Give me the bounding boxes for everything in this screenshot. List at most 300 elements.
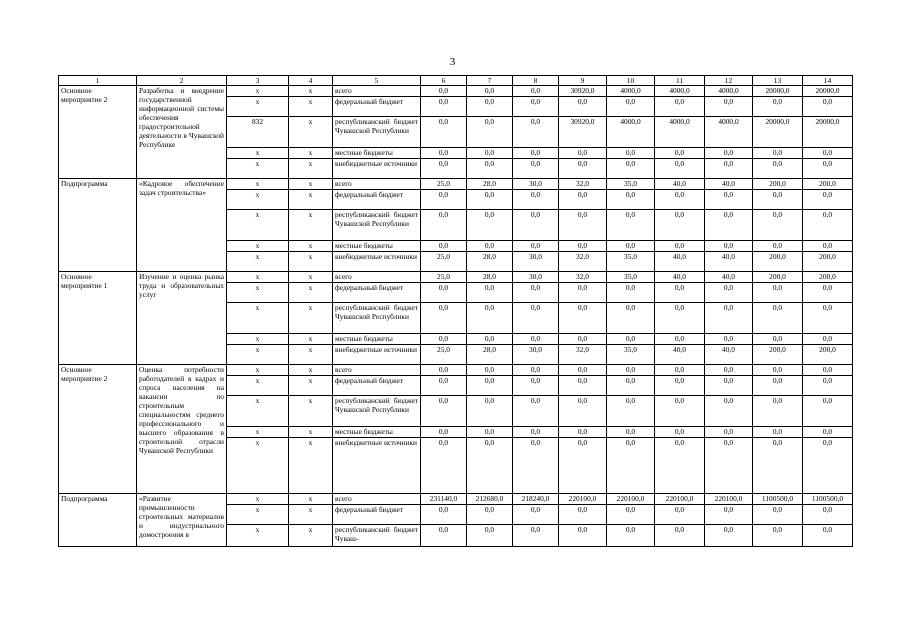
value-cell: 32,0 bbox=[559, 345, 607, 365]
value-cell: 4000,0 bbox=[607, 117, 655, 148]
value-cell: 0,0 bbox=[803, 427, 853, 438]
code-cell: x bbox=[289, 396, 333, 427]
table-row bbox=[59, 365, 853, 376]
value-cell: 30,0 bbox=[513, 179, 559, 190]
code-cell: x bbox=[289, 438, 333, 494]
value-cell: 0,0 bbox=[513, 148, 559, 159]
value-cell: 0,0 bbox=[513, 159, 559, 179]
column-header: 12 bbox=[705, 76, 753, 86]
value-cell: 0,0 bbox=[705, 190, 753, 210]
value-cell: 0,0 bbox=[421, 438, 467, 494]
value-cell: 220100,0 bbox=[607, 494, 655, 505]
value-cell: 0,0 bbox=[753, 241, 803, 252]
value-cell: 0,0 bbox=[607, 365, 655, 376]
executor-cell: x bbox=[227, 86, 289, 97]
funding-source-cell: республиканский бюджет Чувашской Республики bbox=[333, 117, 421, 148]
value-cell: 0,0 bbox=[607, 283, 655, 303]
code-cell: x bbox=[289, 376, 333, 396]
column-header: 9 bbox=[559, 76, 607, 86]
column-header: 1 bbox=[59, 76, 137, 86]
value-cell: 0,0 bbox=[513, 334, 559, 345]
value-cell: 0,0 bbox=[655, 303, 705, 334]
value-cell: 0,0 bbox=[559, 303, 607, 334]
value-cell: 0,0 bbox=[421, 190, 467, 210]
value-cell: 0,0 bbox=[513, 396, 559, 427]
value-cell: 4000,0 bbox=[655, 117, 705, 148]
value-cell: 25,0 bbox=[421, 345, 467, 365]
value-cell: 0,0 bbox=[803, 159, 853, 179]
value-cell: 0,0 bbox=[803, 210, 853, 241]
code-cell: x bbox=[289, 210, 333, 241]
value-cell: 0,0 bbox=[753, 376, 803, 396]
column-header: 10 bbox=[607, 76, 655, 86]
value-cell: 0,0 bbox=[607, 190, 655, 210]
value-cell: 0,0 bbox=[803, 334, 853, 345]
value-cell: 35,0 bbox=[607, 252, 655, 272]
value-cell: 0,0 bbox=[607, 376, 655, 396]
value-cell: 0,0 bbox=[607, 334, 655, 345]
value-cell: 0,0 bbox=[803, 303, 853, 334]
value-cell: 4000,0 bbox=[607, 86, 655, 97]
executor-cell: x bbox=[227, 334, 289, 345]
value-cell: 0,0 bbox=[705, 505, 753, 525]
value-cell: 0,0 bbox=[513, 427, 559, 438]
code-cell: x bbox=[289, 365, 333, 376]
executor-cell: x bbox=[227, 505, 289, 525]
value-cell: 20000,0 bbox=[753, 117, 803, 148]
value-cell: 0,0 bbox=[705, 365, 753, 376]
value-cell: 0,0 bbox=[467, 241, 513, 252]
value-cell: 32,0 bbox=[559, 252, 607, 272]
value-cell: 0,0 bbox=[753, 525, 803, 547]
column-header: 14 bbox=[803, 76, 853, 86]
value-cell: 0,0 bbox=[705, 148, 753, 159]
value-cell: 0,0 bbox=[655, 365, 705, 376]
funding-source-cell: местные бюджеты bbox=[333, 148, 421, 159]
value-cell: 0,0 bbox=[421, 334, 467, 345]
code-cell: x bbox=[289, 241, 333, 252]
value-cell: 4000,0 bbox=[655, 86, 705, 97]
value-cell: 0,0 bbox=[421, 283, 467, 303]
value-cell: 0,0 bbox=[655, 190, 705, 210]
value-cell: 0,0 bbox=[803, 376, 853, 396]
value-cell: 0,0 bbox=[559, 283, 607, 303]
code-cell: x bbox=[289, 252, 333, 272]
value-cell: 0,0 bbox=[753, 334, 803, 345]
code-cell: x bbox=[289, 303, 333, 334]
executor-cell: x bbox=[227, 241, 289, 252]
value-cell: 200,0 bbox=[803, 179, 853, 190]
budget-table bbox=[58, 75, 853, 547]
value-cell: 4000,0 bbox=[705, 86, 753, 97]
executor-cell: x bbox=[227, 396, 289, 427]
value-cell: 0,0 bbox=[467, 396, 513, 427]
value-cell: 0,0 bbox=[513, 525, 559, 547]
value-cell: 0,0 bbox=[655, 210, 705, 241]
value-cell: 20000,0 bbox=[803, 86, 853, 97]
column-header: 13 bbox=[753, 76, 803, 86]
value-cell: 0,0 bbox=[513, 283, 559, 303]
value-cell: 0,0 bbox=[421, 303, 467, 334]
executor-cell: x bbox=[227, 210, 289, 241]
value-cell: 0,0 bbox=[421, 505, 467, 525]
value-cell: 0,0 bbox=[753, 159, 803, 179]
executor-cell: x bbox=[227, 345, 289, 365]
column-header: 5 bbox=[333, 76, 421, 86]
funding-source-cell: внебюджетные источники bbox=[333, 438, 421, 494]
column-header: 8 bbox=[513, 76, 559, 86]
value-cell: 0,0 bbox=[753, 427, 803, 438]
funding-source-cell: федеральный бюджет bbox=[333, 283, 421, 303]
funding-source-cell: федеральный бюджет bbox=[333, 376, 421, 396]
value-cell: 220100,0 bbox=[705, 494, 753, 505]
value-cell: 0,0 bbox=[467, 438, 513, 494]
value-cell: 200,0 bbox=[803, 345, 853, 365]
value-cell: 0,0 bbox=[467, 334, 513, 345]
value-cell: 0,0 bbox=[513, 117, 559, 148]
row-group-title: Оценка потребности работодателей в кадрах и спроса населения на вакансии по строительным специальностям среднего профессионального и высшего образования в строительной отрасли Чувашской Республики bbox=[137, 365, 227, 494]
value-cell: 0,0 bbox=[421, 241, 467, 252]
value-cell: 0,0 bbox=[513, 241, 559, 252]
column-header: 7 bbox=[467, 76, 513, 86]
value-cell: 0,0 bbox=[559, 210, 607, 241]
value-cell: 0,0 bbox=[655, 376, 705, 396]
value-cell: 0,0 bbox=[705, 283, 753, 303]
funding-source-cell: всего bbox=[333, 86, 421, 97]
value-cell: 0,0 bbox=[513, 97, 559, 117]
value-cell: 0,0 bbox=[705, 334, 753, 345]
value-cell: 0,0 bbox=[705, 210, 753, 241]
executor-cell: x bbox=[227, 148, 289, 159]
value-cell: 28,0 bbox=[467, 345, 513, 365]
value-cell: 0,0 bbox=[655, 438, 705, 494]
funding-source-cell: республиканский бюджет Чувашской Республики bbox=[333, 303, 421, 334]
value-cell: 0,0 bbox=[467, 427, 513, 438]
page-number: 3 bbox=[449, 56, 456, 68]
value-cell: 0,0 bbox=[607, 396, 655, 427]
value-cell: 0,0 bbox=[421, 525, 467, 547]
value-cell: 0,0 bbox=[753, 303, 803, 334]
executor-cell: x bbox=[227, 494, 289, 505]
code-cell: x bbox=[289, 345, 333, 365]
executor-cell: x bbox=[227, 272, 289, 283]
funding-source-cell: местные бюджеты bbox=[333, 334, 421, 345]
value-cell: 40,0 bbox=[705, 179, 753, 190]
value-cell: 0,0 bbox=[705, 525, 753, 547]
value-cell: 0,0 bbox=[753, 210, 803, 241]
funding-source-cell: федеральный бюджет bbox=[333, 505, 421, 525]
code-cell: x bbox=[289, 179, 333, 190]
table-row bbox=[59, 179, 853, 190]
row-group-type: Подпрограмма bbox=[59, 494, 137, 547]
value-cell: 212680,0 bbox=[467, 494, 513, 505]
column-header: 11 bbox=[655, 76, 705, 86]
code-cell: x bbox=[289, 117, 333, 148]
value-cell: 20000,0 bbox=[753, 86, 803, 97]
value-cell: 0,0 bbox=[803, 505, 853, 525]
value-cell: 0,0 bbox=[559, 190, 607, 210]
value-cell: 0,0 bbox=[753, 438, 803, 494]
value-cell: 0,0 bbox=[421, 210, 467, 241]
value-cell: 0,0 bbox=[421, 148, 467, 159]
value-cell: 0,0 bbox=[467, 303, 513, 334]
column-header: 3 bbox=[227, 76, 289, 86]
value-cell: 0,0 bbox=[513, 365, 559, 376]
column-number-row bbox=[59, 76, 853, 86]
value-cell: 0,0 bbox=[803, 241, 853, 252]
table-row bbox=[59, 272, 853, 283]
funding-source-cell: федеральный бюджет bbox=[333, 190, 421, 210]
executor-cell: x bbox=[227, 190, 289, 210]
value-cell: 0,0 bbox=[421, 396, 467, 427]
value-cell: 0,0 bbox=[607, 148, 655, 159]
value-cell: 0,0 bbox=[705, 396, 753, 427]
value-cell: 0,0 bbox=[803, 148, 853, 159]
executor-cell: x bbox=[227, 438, 289, 494]
value-cell: 0,0 bbox=[467, 148, 513, 159]
code-cell: x bbox=[289, 494, 333, 505]
funding-source-cell: республиканский бюджет Чувашской Республики bbox=[333, 210, 421, 241]
value-cell: 231140,0 bbox=[421, 494, 467, 505]
value-cell: 0,0 bbox=[467, 283, 513, 303]
value-cell: 0,0 bbox=[655, 283, 705, 303]
table-row bbox=[59, 494, 853, 505]
code-cell: x bbox=[289, 505, 333, 525]
value-cell: 0,0 bbox=[559, 438, 607, 494]
value-cell: 0,0 bbox=[803, 283, 853, 303]
value-cell: 0,0 bbox=[607, 505, 655, 525]
value-cell: 0,0 bbox=[655, 241, 705, 252]
value-cell: 0,0 bbox=[753, 396, 803, 427]
value-cell: 0,0 bbox=[753, 97, 803, 117]
value-cell: 0,0 bbox=[655, 97, 705, 117]
value-cell: 30920,0 bbox=[559, 86, 607, 97]
code-cell: x bbox=[289, 97, 333, 117]
row-group-title: Разработка и внедрение государственной информационной системы обеспечения градостроительной деятельности в Чувашской Республике bbox=[137, 86, 227, 179]
funding-source-cell: всего bbox=[333, 365, 421, 376]
value-cell: 0,0 bbox=[467, 376, 513, 396]
value-cell: 0,0 bbox=[753, 365, 803, 376]
executor-cell: 832 bbox=[227, 117, 289, 148]
value-cell: 0,0 bbox=[559, 365, 607, 376]
executor-cell: x bbox=[227, 525, 289, 547]
row-group-title: «Развитие промышленности строительных материалов и индустриального домостроения в bbox=[137, 494, 227, 547]
value-cell: 0,0 bbox=[559, 334, 607, 345]
value-cell: 0,0 bbox=[467, 505, 513, 525]
value-cell: 40,0 bbox=[655, 252, 705, 272]
value-cell: 0,0 bbox=[513, 505, 559, 525]
funding-source-cell: всего bbox=[333, 494, 421, 505]
value-cell: 1100500,0 bbox=[753, 494, 803, 505]
value-cell: 40,0 bbox=[705, 252, 753, 272]
value-cell: 0,0 bbox=[559, 525, 607, 547]
value-cell: 0,0 bbox=[559, 427, 607, 438]
value-cell: 30,0 bbox=[513, 272, 559, 283]
code-cell: x bbox=[289, 272, 333, 283]
value-cell: 25,0 bbox=[421, 272, 467, 283]
executor-cell: x bbox=[227, 427, 289, 438]
executor-cell: x bbox=[227, 252, 289, 272]
executor-cell: x bbox=[227, 376, 289, 396]
code-cell: x bbox=[289, 159, 333, 179]
value-cell: 0,0 bbox=[513, 190, 559, 210]
code-cell: x bbox=[289, 525, 333, 547]
code-cell: x bbox=[289, 86, 333, 97]
value-cell: 0,0 bbox=[705, 376, 753, 396]
value-cell: 220100,0 bbox=[559, 494, 607, 505]
value-cell: 0,0 bbox=[513, 210, 559, 241]
value-cell: 0,0 bbox=[559, 159, 607, 179]
executor-cell: x bbox=[227, 303, 289, 334]
value-cell: 0,0 bbox=[607, 303, 655, 334]
value-cell: 0,0 bbox=[467, 365, 513, 376]
value-cell: 0,0 bbox=[655, 334, 705, 345]
column-header: 4 bbox=[289, 76, 333, 86]
value-cell: 0,0 bbox=[655, 148, 705, 159]
value-cell: 40,0 bbox=[655, 272, 705, 283]
value-cell: 0,0 bbox=[513, 86, 559, 97]
value-cell: 0,0 bbox=[753, 505, 803, 525]
value-cell: 0,0 bbox=[607, 427, 655, 438]
value-cell: 0,0 bbox=[559, 241, 607, 252]
value-cell: 28,0 bbox=[467, 179, 513, 190]
value-cell: 200,0 bbox=[803, 252, 853, 272]
value-cell: 0,0 bbox=[803, 438, 853, 494]
value-cell: 0,0 bbox=[467, 190, 513, 210]
code-cell: x bbox=[289, 334, 333, 345]
value-cell: 40,0 bbox=[655, 179, 705, 190]
value-cell: 40,0 bbox=[705, 345, 753, 365]
column-header: 2 bbox=[137, 76, 227, 86]
code-cell: x bbox=[289, 427, 333, 438]
value-cell: 30,0 bbox=[513, 252, 559, 272]
value-cell: 0,0 bbox=[559, 97, 607, 117]
value-cell: 0,0 bbox=[467, 159, 513, 179]
value-cell: 30,0 bbox=[513, 345, 559, 365]
value-cell: 0,0 bbox=[705, 427, 753, 438]
row-group-type: Основное мероприятие 1 bbox=[59, 272, 137, 365]
value-cell: 0,0 bbox=[513, 303, 559, 334]
value-cell: 0,0 bbox=[803, 97, 853, 117]
executor-cell: x bbox=[227, 179, 289, 190]
value-cell: 0,0 bbox=[467, 97, 513, 117]
value-cell: 40,0 bbox=[705, 272, 753, 283]
row-group-type: Подпрограмма bbox=[59, 179, 137, 272]
value-cell: 0,0 bbox=[421, 427, 467, 438]
row-group-title: «Кадровое обеспечение задач строительства» bbox=[137, 179, 227, 272]
value-cell: 28,0 bbox=[467, 272, 513, 283]
value-cell: 0,0 bbox=[607, 210, 655, 241]
value-cell: 35,0 bbox=[607, 179, 655, 190]
value-cell: 28,0 bbox=[467, 252, 513, 272]
value-cell: 0,0 bbox=[421, 159, 467, 179]
value-cell: 0,0 bbox=[655, 427, 705, 438]
value-cell: 35,0 bbox=[607, 345, 655, 365]
executor-cell: x bbox=[227, 97, 289, 117]
executor-cell: x bbox=[227, 365, 289, 376]
value-cell: 200,0 bbox=[753, 252, 803, 272]
row-group-type: Основное мероприятие 2 bbox=[59, 86, 137, 179]
value-cell: 200,0 bbox=[753, 272, 803, 283]
value-cell: 0,0 bbox=[559, 396, 607, 427]
funding-source-cell: внебюджетные источники bbox=[333, 252, 421, 272]
value-cell: 0,0 bbox=[705, 241, 753, 252]
funding-source-cell: внебюджетные источники bbox=[333, 159, 421, 179]
value-cell: 0,0 bbox=[705, 159, 753, 179]
value-cell: 220100,0 bbox=[655, 494, 705, 505]
funding-source-cell: всего bbox=[333, 272, 421, 283]
funding-source-cell: республиканский бюджет Чуваш- bbox=[333, 525, 421, 547]
value-cell: 0,0 bbox=[421, 365, 467, 376]
value-cell: 0,0 bbox=[705, 97, 753, 117]
funding-source-cell: республиканский бюджет Чувашской Республики bbox=[333, 396, 421, 427]
value-cell: 0,0 bbox=[607, 159, 655, 179]
value-cell: 0,0 bbox=[753, 148, 803, 159]
value-cell: 4000,0 bbox=[705, 117, 753, 148]
value-cell: 0,0 bbox=[559, 148, 607, 159]
value-cell: 218240,0 bbox=[513, 494, 559, 505]
code-cell: x bbox=[289, 190, 333, 210]
value-cell: 0,0 bbox=[655, 396, 705, 427]
funding-source-cell: местные бюджеты bbox=[333, 427, 421, 438]
code-cell: x bbox=[289, 283, 333, 303]
value-cell: 35,0 bbox=[607, 272, 655, 283]
executor-cell: x bbox=[227, 159, 289, 179]
value-cell: 0,0 bbox=[753, 190, 803, 210]
value-cell: 0,0 bbox=[513, 438, 559, 494]
funding-source-cell: всего bbox=[333, 179, 421, 190]
value-cell: 1100500,0 bbox=[803, 494, 853, 505]
value-cell: 0,0 bbox=[559, 505, 607, 525]
value-cell: 0,0 bbox=[421, 376, 467, 396]
value-cell: 200,0 bbox=[803, 272, 853, 283]
code-cell: x bbox=[289, 148, 333, 159]
value-cell: 0,0 bbox=[421, 86, 467, 97]
value-cell: 0,0 bbox=[803, 525, 853, 547]
value-cell: 0,0 bbox=[607, 97, 655, 117]
value-cell: 0,0 bbox=[467, 86, 513, 97]
value-cell: 0,0 bbox=[421, 117, 467, 148]
row-group-type: Основное мероприятие 2 bbox=[59, 365, 137, 494]
table-row bbox=[59, 86, 853, 97]
value-cell: 0,0 bbox=[803, 396, 853, 427]
value-cell: 30920,0 bbox=[559, 117, 607, 148]
value-cell: 0,0 bbox=[655, 159, 705, 179]
value-cell: 0,0 bbox=[803, 365, 853, 376]
value-cell: 0,0 bbox=[467, 117, 513, 148]
value-cell: 0,0 bbox=[467, 525, 513, 547]
column-header: 6 bbox=[421, 76, 467, 86]
value-cell: 0,0 bbox=[607, 525, 655, 547]
value-cell: 200,0 bbox=[753, 179, 803, 190]
value-cell: 0,0 bbox=[467, 210, 513, 241]
value-cell: 0,0 bbox=[513, 376, 559, 396]
value-cell: 0,0 bbox=[421, 97, 467, 117]
funding-source-cell: местные бюджеты bbox=[333, 241, 421, 252]
value-cell: 0,0 bbox=[607, 438, 655, 494]
value-cell: 0,0 bbox=[705, 303, 753, 334]
value-cell: 0,0 bbox=[705, 438, 753, 494]
value-cell: 20000,0 bbox=[803, 117, 853, 148]
value-cell: 40,0 bbox=[655, 345, 705, 365]
value-cell: 25,0 bbox=[421, 252, 467, 272]
executor-cell: x bbox=[227, 283, 289, 303]
funding-source-cell: федеральный бюджет bbox=[333, 97, 421, 117]
funding-source-cell: внебюджетные источники bbox=[333, 345, 421, 365]
value-cell: 25,0 bbox=[421, 179, 467, 190]
value-cell: 0,0 bbox=[607, 241, 655, 252]
value-cell: 0,0 bbox=[753, 283, 803, 303]
